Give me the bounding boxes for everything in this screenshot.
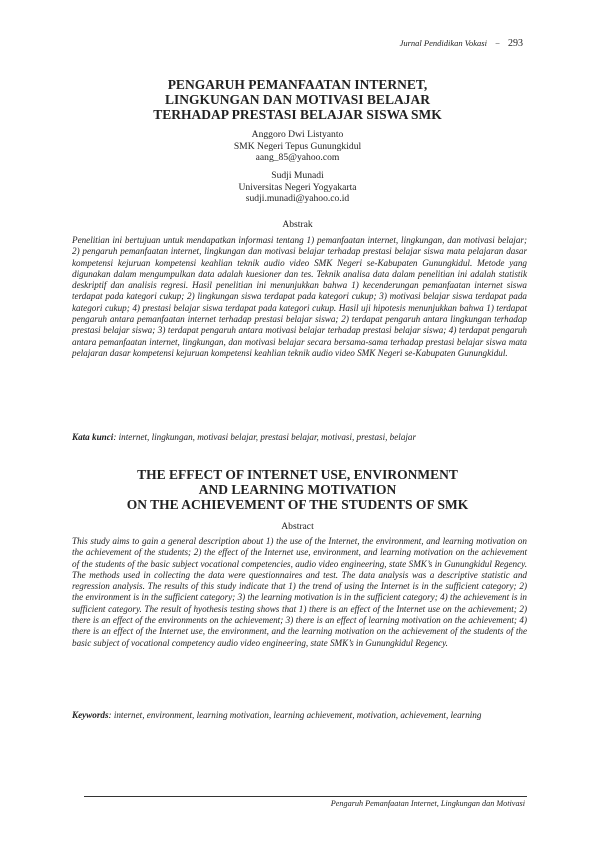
title-line: PENGARUH PEMANFAATAN INTERNET,: [167, 77, 428, 92]
journal-name: Jurnal Pendidikan Vokasi: [399, 38, 487, 48]
indonesian-title: [60, 77, 535, 122]
author-1-email: aang_85@yahoo.com: [255, 152, 340, 163]
keywords: [72, 710, 527, 721]
english-title: [60, 467, 535, 512]
author-1-name: Anggoro Dwi Listyanto: [251, 129, 344, 140]
title-line: AND LEARNING MOTIVATION: [198, 482, 397, 497]
kata-kunci-text: : internet, lingkungan, motivasi belajar, prestasi belajar, motivasi, prestasi, belajar: [113, 432, 417, 442]
running-footer: Pengaruh Pemanfaatan Internet, Lingkungan dan Motivasi: [330, 799, 525, 808]
page-number: 293: [508, 38, 523, 49]
keywords-text: : internet, environment, learning motivation, learning achievement, motivation, achievement, learning: [108, 710, 482, 720]
title-line: TERHADAP PRESTASI BELAJAR SISWA SMK: [153, 107, 442, 122]
running-header: [400, 38, 523, 49]
keywords-label: Keywords: [72, 710, 109, 720]
footer-rule: [84, 796, 527, 797]
kata-kunci: [72, 432, 527, 443]
title-line: ON THE ACHIEVEMENT OF THE STUDENTS OF SMK: [126, 497, 469, 512]
abstrak-body: Penelitian ini bertujuan untuk mendapatkan informasi tentang 1) pemanfaatan internet, lingkungan, dan motivasi belajar; 2) pengaruh pemanfaatan internet, lingkungan dan motivasi belajar terhadap prestasi belajar siswa mata pelajaran dasar kompetensi kejuruan kompetensi keahlian teknik audio video SMK Negeri se-Kabupaten Gunungkidul. Metode yang digunakan dalam mengumpulkan data adalah kuesioner dan tes. Teknik analisa data dalam penelitian ini adalah statistik deskriptif dan analisis regresi. Hasil penelitian ini menunjukkan bahwa 1) kecenderungan pemanfaatan internet siswa terdapat pada kategori cukup; 2) lingkungan siswa terdapat pada kategori cukup; 3) motivasi belajar siswa terdapat pada kategori cukup; 4) prestasi belajar siswa terdapat pada kategori cukup. Hasil uji hipotesis menunjukkan bahwa 1) terdapat pengaruh antara pemanfaatan internet terhadap prestasi belajar siswa; 2) terdapat pengaruh antara lingkungan terhadap prestasi belajar siswa; 3) terdapat pengaruh antara motivasi belajar terhadap prestasi belajar siswa; 4) terdapat pengaruh antara pemanfaatan internet, lingkungan, dan motivasi belajar secara bersama-sama terhadap prestasi belajar siswa mata pelajaran dasar kompetensi kejuruan kompetensi keahlian teknik audio video SMK Negeri se-Kabupaten Gunungkidul.: [72, 235, 527, 358]
abstrak-heading: Abstrak: [282, 219, 313, 230]
kata-kunci-label: Kata kunci: [72, 432, 114, 442]
author-2-name: Sudji Munadi: [271, 170, 324, 181]
title-line: LINGKUNGAN DAN MOTIVASI BELAJAR: [165, 92, 430, 107]
header-separator: −: [495, 38, 500, 48]
author-2-email: sudji.munadi@yahoo.co.id: [245, 193, 350, 204]
author-2-affiliation: Universitas Negeri Yogyakarta: [238, 181, 357, 193]
abstract-body: This study aims to gain a general description about 1) the use of the Internet, the environment, and learning motivation on the achievement of the students; 2) the effect of the Internet use, environment, and learning motivation on the achievement of the students of the basic subject vocational competencies, audio video engineering, state SMK’s in Gunungkidul Regency. The methods used in collecting the data were questionnaires and test. The data analysis was a descriptive statistic and regression analysis. The results of this study indicate that 1) the trend of using the Internet is in the sufficient category; 2) the environment is in the sufficient category; 3) the learning motivation is in the sufficient category; 4) the achievement is in sufficient category. The result of hyothesis testing shows that 1) there is an effect of the Internet use on the achievement; 2) there is an effect of the environments on the achievement; 3) there is an effect of learning motivation on the achievement; 4) there is an effect of the Internet use, the environment, and the learning motivation on the achievement of the students of the basic subject of vocational competency audio video engineering, state SMK’s in Gunungkidul Regency.: [72, 536, 527, 648]
author-2-block: [60, 170, 535, 205]
author-1-block: [60, 129, 535, 164]
title-line: THE EFFECT OF INTERNET USE, ENVIRONMENT: [137, 467, 458, 482]
author-1-affiliation: SMK Negeri Tepus Gunungkidul: [233, 140, 362, 152]
abstract-heading: Abstract: [281, 521, 314, 532]
